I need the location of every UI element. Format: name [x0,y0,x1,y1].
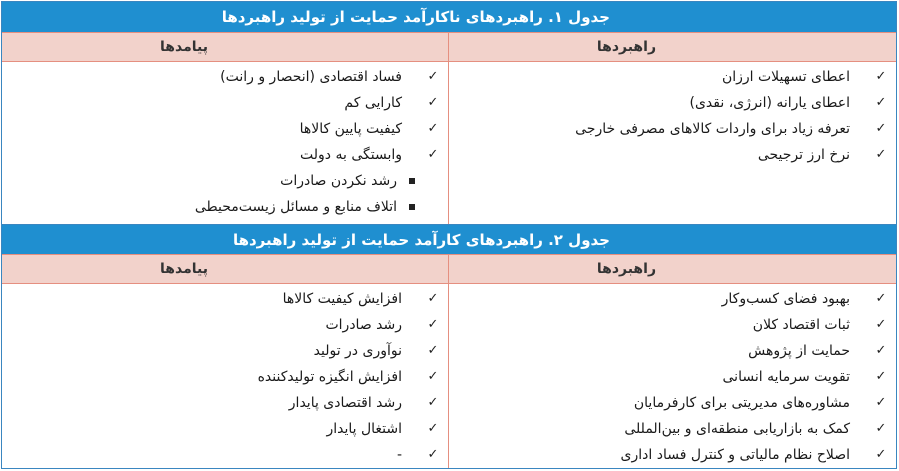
check-icon: ✓ [875,69,887,84]
strategy-item: بهبود فضای کسب‌وکار [721,291,850,307]
check-icon: ✓ [875,369,887,384]
table-row [449,416,896,442]
table-1-body [2,62,896,224]
check-icon: ✓ [427,147,439,162]
table-1-title: جدول ۱. راهبردهای ناکارآمد حمایت از تولید راهبردها [2,2,896,33]
outcome-item: رشد اقتصادی پایدار [288,395,402,411]
document-frame [1,1,897,469]
check-icon: ✓ [427,343,439,358]
table-row [2,286,448,312]
check-icon: ✓ [427,421,439,436]
table-2-strategies-column [448,284,896,468]
table-1-header [2,33,896,62]
table-row [449,442,896,468]
table-row [449,64,896,90]
check-icon: ✓ [875,421,887,436]
table-row [449,116,896,142]
table-row [2,90,448,116]
strategy-item: تعرفه زیاد برای واردات کالاهای مصرفی خارجی [575,121,850,137]
table-row [2,338,448,364]
table-1-outcomes-column [2,62,448,224]
outcome-item: کیفیت پایین کالاها [299,121,402,137]
check-icon: ✓ [875,121,887,136]
strategy-item: اعطای یارانه (انرژی، نقدی) [689,95,850,111]
table-row [2,312,448,338]
outcome-item: رشد صادرات [325,317,402,333]
table-2-body [2,284,896,468]
table-1-header-strategies: راهبردها [448,33,896,61]
sub-outcome-item: رشد نکردن صادرات [280,173,397,189]
outcome-item: نوآوری در تولید [313,343,402,359]
table-row [2,364,448,390]
table-2 [2,224,896,468]
table-row [449,142,896,168]
table-row [449,364,896,390]
table-2-outcomes-column [2,284,448,468]
check-icon: ✓ [427,291,439,306]
check-icon: ✓ [875,395,887,410]
strategy-item: اصلاح نظام مالیاتی و کنترل فساد اداری [620,447,850,463]
table-row [2,168,448,194]
table-1-strategies-column [448,62,896,224]
table-2-title: جدول ۲. راهبردهای کارآمد حمایت از تولید راهبردها [2,224,896,255]
table-row [2,142,448,168]
check-icon: ✓ [427,369,439,384]
check-icon: ✓ [875,95,887,110]
check-icon: ✓ [427,121,439,136]
table-row [449,312,896,338]
square-bullet-icon [409,178,415,184]
outcome-item: - [396,447,402,463]
table-row [2,64,448,90]
check-icon: ✓ [875,291,887,306]
strategy-item: ثبات اقتصاد کلان [752,317,850,333]
check-icon: ✓ [427,447,439,462]
table-row [2,416,448,442]
strategy-item: حمایت از پژوهش [748,343,850,359]
table-row [2,390,448,416]
table-row [449,390,896,416]
strategy-item: اعطای تسهیلات ارزان [721,69,850,85]
outcome-item: اشتغال پایدار [326,421,402,437]
table-row [2,116,448,142]
outcome-item: وابستگی به دولت [300,147,402,163]
strategy-item: نرخ ارز ترجیحی [757,147,850,163]
check-icon: ✓ [875,317,887,332]
table-2-header-strategies: راهبردها [448,255,896,283]
outcome-item: افزایش کیفیت کالاها [282,291,402,307]
sub-outcome-item: اتلاف منابع و مسائل زیست‌محیطی [194,199,397,215]
table-row [2,194,448,220]
outcome-item: افزایش انگیزه تولیدکننده [257,369,402,385]
check-icon: ✓ [427,69,439,84]
check-icon: ✓ [427,395,439,410]
table-1 [2,2,896,224]
table-2-header [2,255,896,284]
table-1-header-outcomes: پیامدها [160,39,208,55]
check-icon: ✓ [875,447,887,462]
check-icon: ✓ [875,343,887,358]
strategy-item: مشاوره‌های مدیریتی برای کارفرمایان [633,395,850,411]
strategy-item: کمک به بازاریابی منطقه‌ای و بین‌المللی [624,421,850,437]
check-icon: ✓ [427,317,439,332]
check-icon: ✓ [875,147,887,162]
table-row [2,442,448,468]
table-row [449,286,896,312]
table-2-header-outcomes: پیامدها [160,261,208,277]
strategy-item: تقویت سرمایه انسانی [722,369,850,385]
outcome-item: فساد اقتصادی (انحصار و رانت) [220,69,402,85]
check-icon: ✓ [427,95,439,110]
outcome-item: کارایی کم [344,95,402,111]
square-bullet-icon [409,204,415,210]
table-row [449,90,896,116]
table-row [449,338,896,364]
